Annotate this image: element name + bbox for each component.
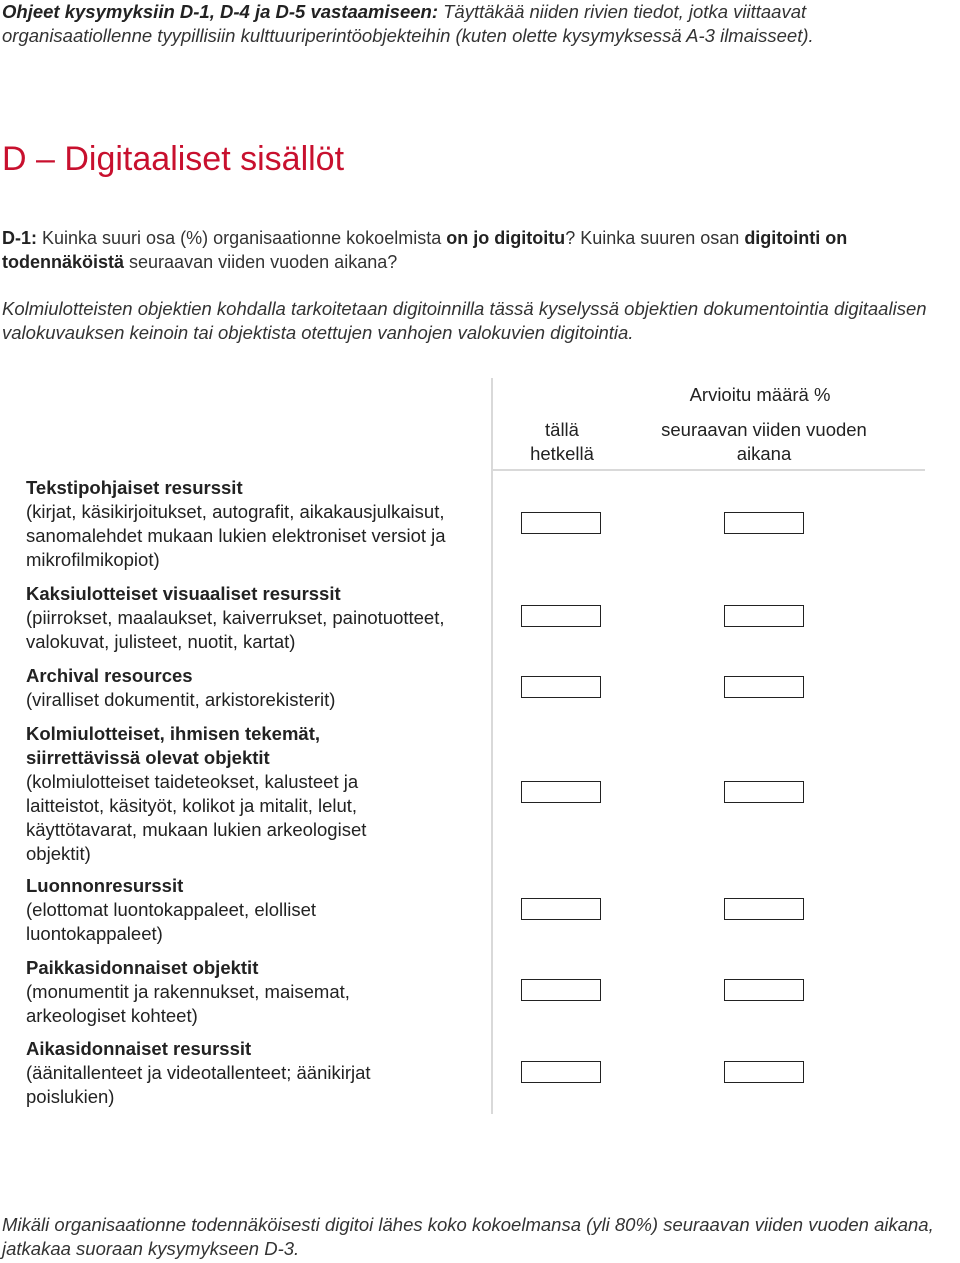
input-now-3d[interactable] xyxy=(521,781,601,803)
input-now-2d[interactable] xyxy=(521,605,601,627)
question-bold1: on jo digitoitu xyxy=(446,228,566,248)
question-part3: seuraavan viiden vuoden aikana? xyxy=(124,252,398,272)
table-divider-vertical xyxy=(491,378,493,1114)
input-future-time[interactable] xyxy=(724,1061,804,1083)
row-name: Tekstipohjaiset resurssit xyxy=(26,477,243,498)
table-row xyxy=(26,664,486,712)
question-d1 xyxy=(2,226,960,274)
input-future-text[interactable] xyxy=(724,512,804,534)
table-row xyxy=(26,1037,486,1109)
input-now-time[interactable] xyxy=(521,1061,601,1083)
instructions-bold: Ohjeet kysymyksiin D-1, D-4 ja D-5 vastaamiseen: xyxy=(2,1,438,22)
row-name: Kaksiulotteiset visuaaliset resurssit xyxy=(26,583,341,604)
footer-note: Mikäli organisaationne todennäköisesti digitoi lähes koko kokoelmansa (yli 80%) seuraavan viiden vuoden aikana, jatkakaa suoraan kysymykseen D-3. xyxy=(2,1214,934,1259)
input-future-natural[interactable] xyxy=(724,898,804,920)
row-name: Archival resources xyxy=(26,665,193,686)
table-row xyxy=(26,874,486,946)
row-desc: (kolmiulotteiset taideteokset, kalusteet ja laitteistot, käsityöt, kolikot ja mitalit, lelut, käyttötavarat, mukaan lukien arkeologiset objektit) xyxy=(26,771,367,864)
row-name: Paikkasidonnaiset objektit xyxy=(26,957,259,978)
row-desc: (piirrokset, maalaukset, kaiverrukset, painotuotteet, valokuvat, julisteet, nuotit, kartat) xyxy=(26,607,445,652)
input-now-natural[interactable] xyxy=(521,898,601,920)
col-header-now: tällä hetkellä xyxy=(530,419,594,464)
row-name: Aikasidonnaiset resurssit xyxy=(26,1038,252,1059)
group-header: Arvioitu määrä % xyxy=(689,384,831,405)
row-desc: (monumentit ja rakennukset, maisemat, arkeologiset kohteet) xyxy=(26,981,350,1026)
instructions-text: Täyttäkää niiden rivien tiedot, jotka viittaavat organisaatiollenne tyypillisiin kulttuuriperintöobjekteihin (kuten olette kysymyksessä A-3 ilmaisseet). xyxy=(2,1,814,46)
note: Kolmiulotteisten objektien kohdalla tarkoitetaan digitoinnilla tässä kyselyssä objektien dokumentointia digitaalisen valokuvauksen keinoin tai objektista otettujen vanhojen valokuvien digitointia. xyxy=(2,298,927,343)
input-now-archival[interactable] xyxy=(521,676,601,698)
input-future-archival[interactable] xyxy=(724,676,804,698)
table-row xyxy=(26,476,486,572)
input-now-site[interactable] xyxy=(521,979,601,1001)
section-title-text: D – Digitaaliset sisällöt xyxy=(2,140,345,178)
row-desc: (viralliset dokumentit, arkistorekisterit) xyxy=(26,689,336,710)
row-desc: (äänitallenteet ja videotallenteet; äänikirjat poislukien) xyxy=(26,1062,371,1107)
table-row xyxy=(26,722,486,866)
table-row xyxy=(26,582,486,654)
input-now-text[interactable] xyxy=(521,512,601,534)
row-name: Kolmiulotteiset, ihmisen tekemät, siirrettävissä olevat objektit xyxy=(26,723,321,768)
section-title xyxy=(2,138,344,180)
question-part1: Kuinka suuri osa (%) organisaationne kokoelmista xyxy=(37,228,447,248)
instructions xyxy=(2,0,958,48)
row-desc: (elottomat luontokappaleet, elolliset luontokappaleet) xyxy=(26,899,317,944)
input-future-2d[interactable] xyxy=(724,605,804,627)
row-desc: (kirjat, käsikirjoitukset, autografit, aikakausjulkaisut, sanomalehdet mukaan lukien elektroniset versiot ja mikrofilmikopiot) xyxy=(26,501,446,570)
input-future-site[interactable] xyxy=(724,979,804,1001)
table-row xyxy=(26,956,486,1028)
question-part2: ? Kuinka suuren osan xyxy=(565,228,745,248)
row-name: Luonnonresurssit xyxy=(26,875,184,896)
input-future-3d[interactable] xyxy=(724,781,804,803)
col-header-future: seuraavan viiden vuoden aikana xyxy=(661,419,867,464)
table-divider-horizontal xyxy=(491,469,925,471)
question-label: D-1: xyxy=(2,228,37,248)
question-bold2: digitointi on todennäköistä xyxy=(2,228,848,272)
